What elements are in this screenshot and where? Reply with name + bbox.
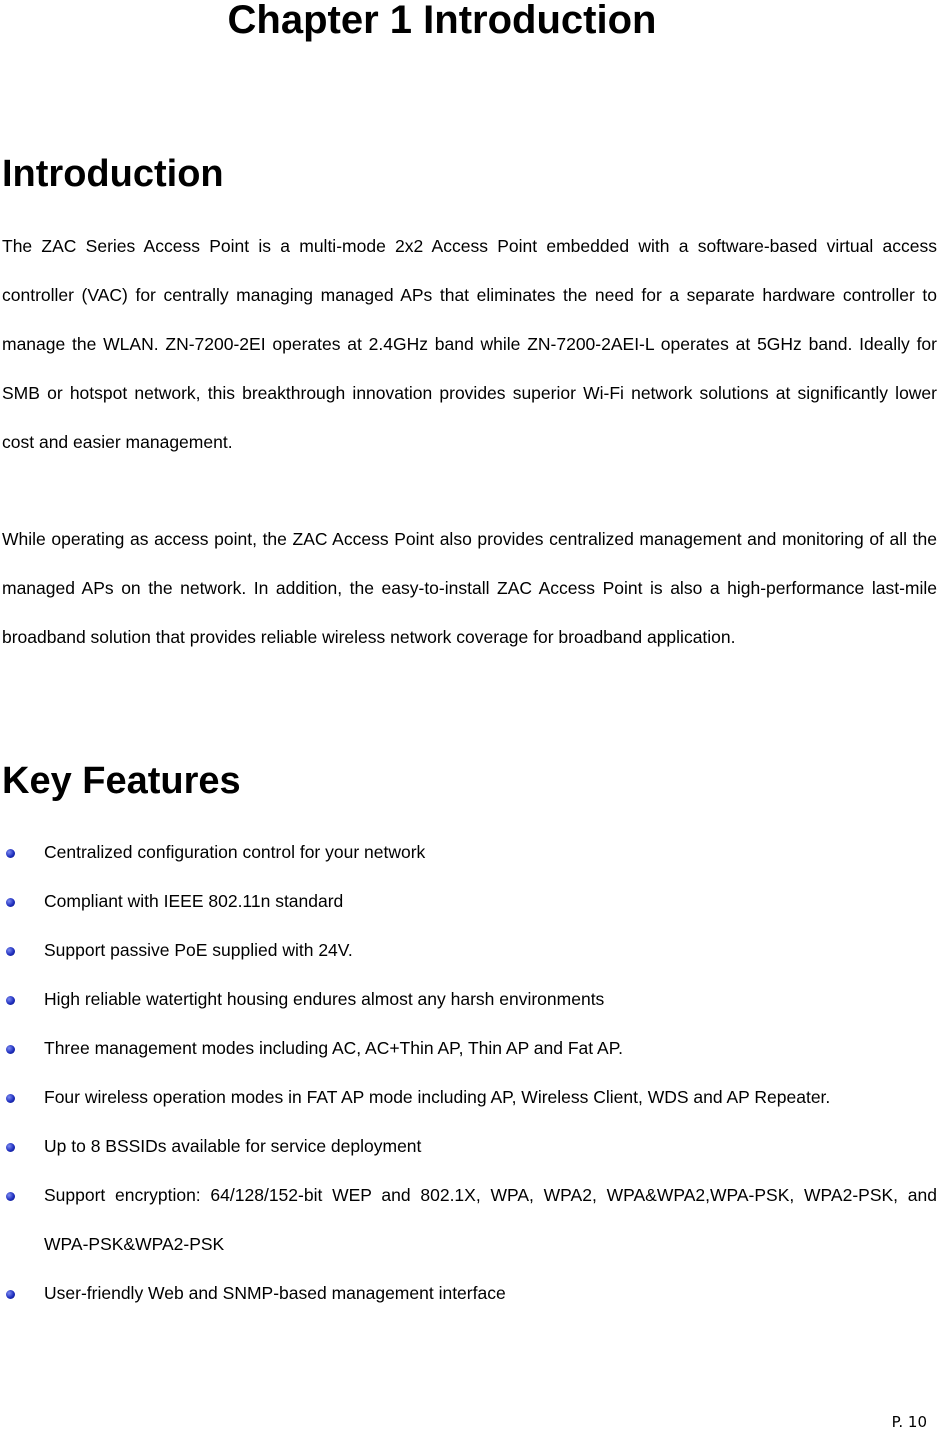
feature-text: Centralized configuration control for your network [44,842,426,862]
feature-item [0,1269,937,1318]
feature-text: Up to 8 BSSIDs available for service deployment [44,1136,422,1156]
introduction-heading: Introduction [2,153,224,195]
round-bullet-icon [6,898,15,907]
feature-text: High reliable watertight housing endures almost any harsh environments [44,989,605,1009]
round-bullet-icon [6,849,15,858]
feature-text: Three management modes including AC, AC+Thin AP, Thin AP and Fat AP. [44,1038,624,1058]
feature-text: Four wireless operation modes in FAT AP mode including AP, Wireless Client, WDS and AP Repeater. [44,1087,831,1107]
feature-item [0,975,937,1024]
round-bullet-icon [6,1192,15,1201]
feature-item [0,1122,937,1171]
feature-text: Compliant with IEEE 802.11n standard [44,891,344,911]
feature-item [0,877,937,926]
feature-text: Support encryption: 64/128/152-bit WEP and 802.1X, WPA, WPA2, WPA&WPA2,WPA-PSK, WPA2-PSK, and WPA-PSK&WPA2-PSK [44,1185,937,1254]
feature-text: User-friendly Web and SNMP-based management interface [44,1283,506,1303]
round-bullet-icon [6,1143,15,1152]
feature-item [0,1024,937,1073]
intro-paragraph-1: The ZAC Series Access Point is a multi-mode 2x2 Access Point embedded with a software-based virtual access controller (VAC) for centrally managing managed APs that eliminates the need for a separate hardware controller to manage the WLAN. ZN-7200-2EI operates at 2.4GHz band while ZN-7200-2AEI-L operates at 5GHz band. Ideally for SMB or hotspot network, this breakthrough innovation provides superior Wi-Fi network solutions at significantly lower cost and easier management. [2,236,937,452]
round-bullet-icon [6,947,15,956]
feature-text: Support passive PoE supplied with 24V. [44,940,353,960]
feature-item [0,926,937,975]
round-bullet-icon [6,1290,15,1299]
feature-item [0,828,937,877]
round-bullet-icon [6,1094,15,1103]
key-features-heading: Key Features [2,760,241,802]
intro-paragraph-2: While operating as access point, the ZAC Access Point also provides centralized management and monitoring of all the managed APs on the network. In addition, the easy-to-install ZAC Access Point is also a high-performance last-mile broadband solution that provides reliable wireless network coverage for broadband application. [2,529,937,647]
feature-item [0,1171,937,1269]
key-features-list [0,828,937,1318]
page-number: P. 10 [891,1413,927,1431]
round-bullet-icon [6,996,15,1005]
chapter-title: Chapter 1 Introduction [227,0,657,42]
round-bullet-icon [6,1045,15,1054]
feature-item [0,1073,937,1122]
